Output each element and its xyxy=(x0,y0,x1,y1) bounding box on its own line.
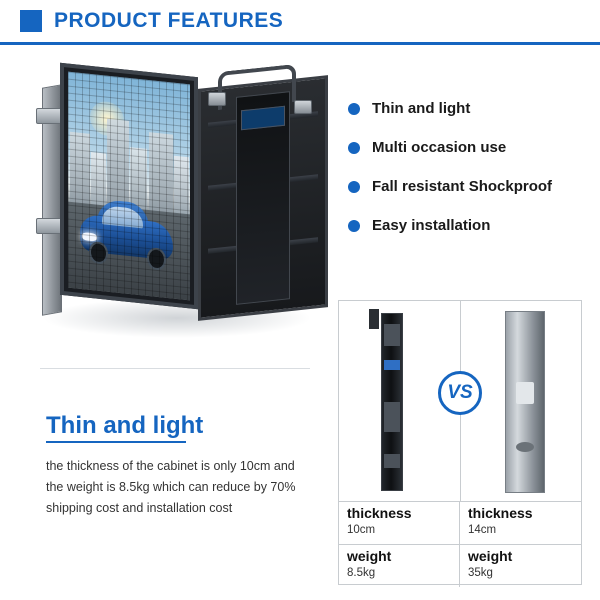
cell-value: 35kg xyxy=(468,567,493,579)
vs-badge: VS xyxy=(438,371,482,415)
building-shape xyxy=(149,132,173,217)
feature-item-2 xyxy=(348,178,592,195)
feature-label: Multi occasion use xyxy=(372,139,507,156)
car-headlight xyxy=(82,232,97,241)
page-title: PRODUCT FEATURES xyxy=(54,9,284,32)
profile-part xyxy=(516,382,534,404)
comparison-panel xyxy=(338,300,582,585)
bullet-dot-icon xyxy=(348,220,360,232)
profile-part xyxy=(384,402,400,432)
cell-label: thickness xyxy=(468,505,533,521)
feature-label: Fall resistant Shockproof xyxy=(372,178,553,195)
feature-item-3 xyxy=(348,217,592,234)
comparison-cell-left xyxy=(339,545,460,587)
profile-part xyxy=(384,360,400,370)
profile-part xyxy=(384,324,400,346)
cabinet-latch-icon xyxy=(208,92,226,106)
cell-value: 14cm xyxy=(468,524,497,536)
building-shape xyxy=(174,156,189,218)
thin-and-light-title: Thin and light xyxy=(46,412,204,439)
comparison-row-thickness xyxy=(339,502,581,545)
cell-label: weight xyxy=(468,548,513,564)
thin-cabinet-profile xyxy=(381,313,403,491)
building-shape xyxy=(107,119,129,212)
cell-value: 10cm xyxy=(347,524,376,536)
section-divider xyxy=(40,368,310,369)
car-image xyxy=(80,198,173,273)
cell-label: thickness xyxy=(347,505,412,521)
comparison-cell-right xyxy=(460,545,581,587)
bullet-dot-icon xyxy=(348,142,360,154)
profile-part xyxy=(384,454,400,468)
profile-part xyxy=(516,442,534,452)
comparison-cell-left xyxy=(339,502,460,544)
feature-list xyxy=(348,100,592,256)
comparison-row-weight xyxy=(339,545,581,587)
car-wheel xyxy=(147,247,166,271)
led-cabinet-front xyxy=(60,63,198,310)
thin-and-light-body: the thickness of the cabinet is only 10cm and the weight is 8.5kg which can reduce by 70% shipping cost and installation cost xyxy=(46,459,296,515)
feature-label: Thin and light xyxy=(372,100,471,117)
comparison-cell-right xyxy=(460,502,581,544)
title-underline xyxy=(46,441,186,443)
product-photo xyxy=(22,48,332,348)
cell-label: weight xyxy=(347,548,392,564)
bullet-dot-icon xyxy=(348,181,360,193)
feature-item-1 xyxy=(348,139,592,156)
feature-item-0 xyxy=(348,100,592,117)
page-header xyxy=(0,0,600,45)
header-square-icon xyxy=(20,10,42,32)
comparison-images xyxy=(339,301,581,502)
bullet-dot-icon xyxy=(348,103,360,115)
cell-value: 8.5kg xyxy=(347,567,376,579)
building-shape xyxy=(70,132,90,207)
feature-label: Easy installation xyxy=(372,217,491,234)
thick-cabinet-profile xyxy=(505,311,545,493)
led-screen-image xyxy=(68,72,190,301)
thin-cabinet-arm xyxy=(369,309,379,329)
cabinet-latch-icon xyxy=(294,100,312,114)
